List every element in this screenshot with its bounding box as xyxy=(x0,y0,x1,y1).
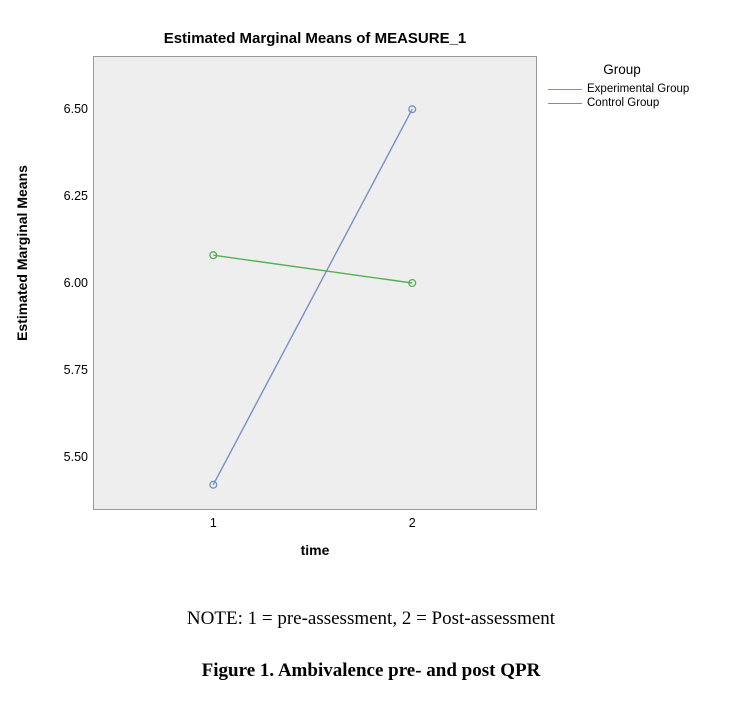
legend-item xyxy=(548,83,728,95)
y-tick-label: 6.50 xyxy=(63,102,88,117)
legend-label: Experimental Group xyxy=(587,83,690,95)
y-tick-label: 5.50 xyxy=(63,449,88,464)
x-tick-label: 2 xyxy=(408,516,416,530)
figure-caption: Figure 1. Ambivalence pre- and post QPR xyxy=(201,660,541,681)
plot-area xyxy=(93,56,537,510)
series-2 xyxy=(210,252,416,287)
series-line xyxy=(213,109,412,485)
legend-entries xyxy=(548,83,728,109)
legend-color-swatch xyxy=(548,103,582,104)
data-point-marker xyxy=(409,106,416,113)
series-layer xyxy=(210,106,416,488)
legend-color-swatch xyxy=(548,89,582,90)
x-axis-ticks xyxy=(93,516,537,536)
x-tick-label: 1 xyxy=(209,516,217,530)
x-axis-label: time xyxy=(300,542,330,558)
legend-title: Group xyxy=(603,62,641,77)
series-1 xyxy=(210,106,416,488)
chart-title: Estimated Marginal Means of MEASURE_1 xyxy=(163,30,467,47)
y-axis-label: Estimated Marginal Means xyxy=(14,165,30,341)
legend-label: Control Group xyxy=(587,97,660,109)
legend xyxy=(548,62,728,111)
y-tick-label: 6.25 xyxy=(63,189,88,204)
series-line xyxy=(213,255,412,283)
legend-item xyxy=(548,97,728,109)
note-text: NOTE: 1 = pre-assessment, 2 = Post-assessment xyxy=(186,608,556,629)
plot-svg xyxy=(94,57,536,509)
y-tick-label: 6.00 xyxy=(63,276,88,290)
y-tick-label: 5.75 xyxy=(63,362,88,377)
